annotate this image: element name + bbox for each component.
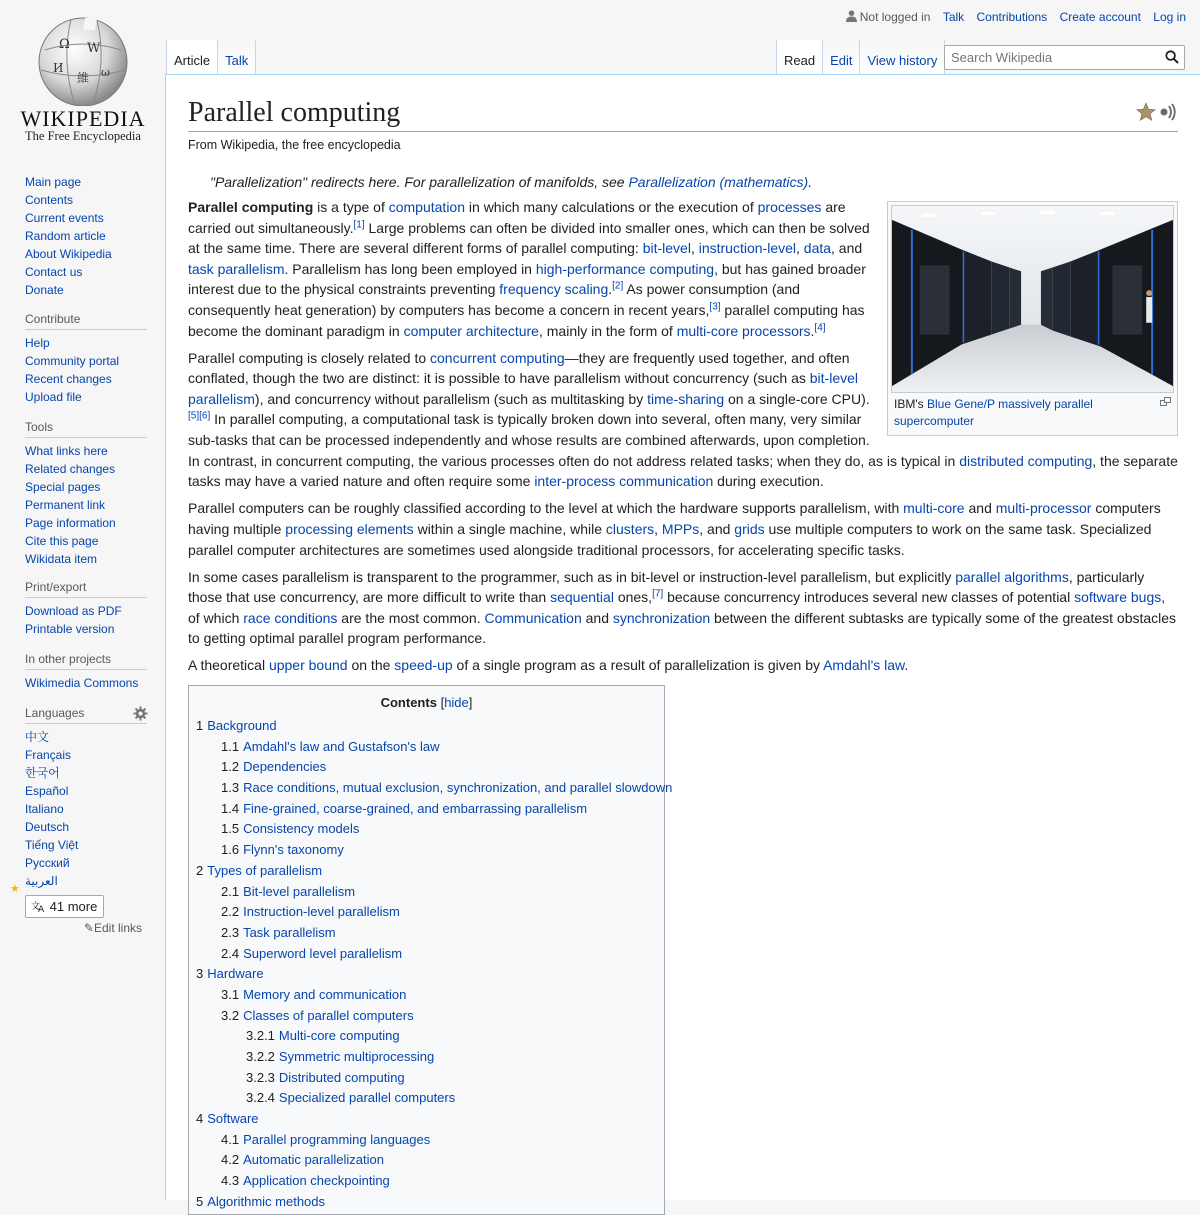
toc-number: 1 [196, 718, 204, 733]
link-computation[interactable]: computation [388, 199, 466, 215]
toc-item[interactable] [196, 1047, 657, 1068]
toc-item[interactable] [196, 1130, 657, 1151]
sidebar-heading-contribute: Contribute [25, 312, 147, 330]
toc-number: 1.6 [221, 842, 240, 858]
svg-text:維: 維 [77, 71, 90, 85]
text: —they are frequently used together, and often conflated, though the two are distinct: it is possible to have parallelism without concurrency (such as [188, 349, 850, 387]
link-frequency-scaling[interactable]: frequency scaling [499, 281, 609, 298]
toc-number: 4.3 [221, 1173, 240, 1189]
text: on the [347, 657, 395, 674]
svg-text:W: W [87, 41, 101, 56]
sidebar-item-permanent-link[interactable]: Permanent link [25, 498, 106, 512]
link-grids[interactable]: grids [734, 520, 765, 537]
paragraph-3 [188, 498, 1178, 560]
sidebar-item-contact[interactable]: Contact us [25, 265, 83, 279]
sidebar-item-random-article[interactable]: Random article [25, 229, 106, 243]
toc-link[interactable]: Fine-grained, coarse-grained, and embarrassing parallelism [243, 800, 588, 816]
link-instruction-level[interactable]: instruction-level [698, 240, 796, 257]
sidebar-item-page-information[interactable]: Page information [25, 516, 116, 530]
toc-item[interactable] [196, 799, 657, 820]
toc-link[interactable]: Background [207, 718, 277, 733]
more-languages-label: 41 more [49, 899, 98, 914]
toc-number: 1.4 [221, 800, 240, 816]
toc-number: 5 [196, 1193, 204, 1209]
link-distributed-computing[interactable]: distributed computing [959, 452, 1093, 469]
sidebar-tools [0, 420, 147, 568]
text: , and [831, 240, 863, 257]
citation-link[interactable]: [1] [353, 218, 365, 230]
search-input[interactable] [945, 46, 1155, 68]
sidebar-languages [0, 706, 166, 935]
toc-number: 2.3 [221, 924, 240, 940]
talk-link[interactable]: Talk [942, 10, 965, 24]
text: is a type of [313, 199, 389, 215]
link-speed-up[interactable]: speed-up [394, 657, 453, 674]
link-multi-core[interactable]: multi-core [903, 500, 965, 517]
sidebar-item-related-changes[interactable]: Related changes [25, 462, 116, 476]
toc-link[interactable]: Hardware [207, 966, 264, 982]
sidebar-item-upload-file[interactable]: Upload file [25, 390, 82, 404]
user-icon [846, 10, 857, 22]
hatnote [210, 174, 812, 190]
text: are the most common. [337, 609, 485, 626]
sidebar-item-wikimedia-commons[interactable]: Wikimedia Commons [25, 676, 139, 690]
text: , [690, 240, 699, 257]
toc-link[interactable]: Application checkpointing [243, 1173, 390, 1189]
sidebar-item-help[interactable]: Help [25, 336, 50, 350]
toc-item[interactable] [196, 902, 657, 923]
enlarge-icon[interactable] [1160, 397, 1171, 406]
featured-star-icon: ★ [10, 883, 20, 895]
lead-term: Parallel computing [188, 199, 314, 215]
text: Parallel computers can be roughly classified according to the level at which the hardware supports parallelism, with [188, 500, 904, 517]
toc-link[interactable]: Types of parallelism [207, 862, 323, 878]
language-link-ar[interactable]: العربية [25, 874, 58, 888]
sidebar-item-wikidata-item[interactable]: Wikidata item [25, 552, 98, 566]
sidebar-item-what-links-here[interactable]: What links here [25, 444, 108, 458]
toc-number: 2.4 [221, 945, 240, 961]
login-link[interactable]: Log in [1153, 10, 1186, 24]
text: , particularly those that use concurrency, are more difficult to write than [188, 568, 1145, 606]
text: . [904, 657, 909, 674]
toc-number: 3.2.4 [246, 1090, 275, 1106]
sidebar-print-export [0, 580, 147, 638]
link-race-conditions[interactable]: race conditions [243, 609, 338, 626]
pencil-icon: ✎ [83, 921, 94, 935]
content-area [165, 74, 1200, 1209]
translate-icon [31, 900, 46, 912]
sidebar-item-special-pages[interactable]: Special pages [25, 480, 101, 494]
text: in which many calculations or the execution of [465, 199, 758, 215]
svg-text:Ω: Ω [59, 37, 70, 52]
toc-item[interactable] [196, 985, 657, 1006]
citation-link[interactable]: [4] [814, 321, 826, 333]
toc-link[interactable]: Bit-level parallelism [243, 883, 356, 899]
article-body [188, 197, 1178, 683]
text: , [796, 240, 804, 257]
language-link-vi[interactable]: Tiếng Việt [25, 838, 79, 852]
text: within a single machine, while [413, 520, 606, 537]
link-communication[interactable]: Communication [484, 609, 582, 626]
wikipedia-wordmark: WIKIPEDIA [20, 106, 146, 131]
toc-link[interactable]: Task parallelism [243, 924, 336, 940]
link-software-bugs[interactable]: software bugs [1074, 589, 1162, 606]
sidebar-contribute [0, 312, 147, 406]
toc-number: 1.5 [221, 821, 240, 837]
toc-item[interactable] [196, 1068, 657, 1089]
toc-link[interactable]: Instruction-level parallelism [243, 904, 400, 920]
sidebar-item-recent-changes[interactable]: Recent changes [25, 372, 112, 386]
text: , of which [188, 589, 1166, 626]
sidebar-item-main-page[interactable]: Main page [25, 175, 82, 189]
toc-link[interactable]: Classes of parallel computers [243, 1007, 414, 1023]
link-processing-elements[interactable]: processing elements [285, 520, 414, 537]
text: during execution. [713, 473, 824, 490]
edit-links[interactable] [25, 921, 166, 935]
tab-read[interactable] [776, 40, 823, 74]
toc-link[interactable]: Flynn's taxonomy [243, 842, 344, 858]
link-processes[interactable]: processes [757, 199, 822, 215]
paragraph-5 [188, 655, 1178, 676]
language-link-zh[interactable]: 中文 [25, 730, 50, 744]
supercomputer-image[interactable] [891, 205, 1174, 393]
text: on a single-core CPU). [724, 390, 870, 407]
toc-number: 3.2 [221, 1007, 240, 1023]
text: ), and concurrency without parallelism (such as multitasking by [254, 390, 648, 407]
sidebar-item-about[interactable]: About Wikipedia [25, 247, 112, 261]
toc-number: 3.2.2 [246, 1049, 275, 1064]
text: . [810, 322, 815, 339]
toc-item[interactable] [196, 1150, 657, 1171]
language-link-ru[interactable]: Русский [25, 856, 70, 870]
good-article-star-icon[interactable] [1136, 102, 1156, 122]
thumbnail-figure [887, 201, 1178, 436]
search-box [944, 45, 1185, 70]
more-languages-button[interactable] [25, 895, 104, 918]
link-synchronization[interactable]: synchronization [612, 609, 711, 626]
text: As power consumption (and consequently heat generation) by computers has become a concern in recent years, [188, 281, 800, 318]
toc-hide-open: [ [440, 695, 445, 710]
sidebar-other-projects [0, 652, 147, 692]
sidebar-item-community-portal[interactable]: Community portal [25, 354, 120, 368]
caption-prefix: IBM's [894, 397, 927, 411]
puzzle-globe-icon [31, 12, 135, 106]
toc-item[interactable] [196, 737, 657, 758]
text: In some cases parallelism is transparent to the programmer, such as in bit-level or instruction-level parallelism, but explicitly [188, 568, 956, 585]
tab-talk[interactable] [218, 40, 256, 74]
sidebar-navigation [0, 173, 112, 299]
sidebar-heading-languages: Languages [25, 706, 147, 724]
text: Large problems can often be divided into smaller ones, which can then be solved at the same time. There are several different forms of parallel computing: [188, 219, 870, 257]
toc-item[interactable] [196, 1192, 657, 1213]
text: , but has gained broader interest due to the physical constraints preventing [188, 260, 866, 298]
hatnote-link[interactable]: Parallelization (mathematics) [628, 174, 809, 190]
toc-hide-button[interactable]: hide [444, 695, 469, 710]
citation-link[interactable]: [5] [188, 410, 200, 422]
language-link-fr[interactable]: Français [25, 748, 72, 762]
svg-text:文: 文 [31, 902, 41, 912]
toc-item[interactable] [196, 716, 657, 737]
toc-link[interactable]: Dependencies [243, 759, 327, 775]
view-tabs [776, 40, 945, 74]
link-parallel-algorithms[interactable]: parallel algorithms [955, 568, 1069, 585]
hatnote-end: . [808, 174, 813, 190]
create-account-link[interactable]: Create account [1059, 10, 1141, 24]
text: use multiple computers to work on the same task. Specialized parallel computer architectures are sometimes used alongside traditional processors, for accelerating specific tasks. [188, 520, 1152, 558]
link-mpps[interactable]: MPPs [661, 520, 700, 537]
toc-item[interactable] [196, 1109, 657, 1130]
toc-link[interactable]: Consistency models [243, 821, 360, 837]
tab-view-history[interactable] [860, 40, 945, 74]
toc-item[interactable] [196, 840, 657, 861]
toc-number: 4.2 [221, 1152, 240, 1168]
tab-article-label: Article [174, 53, 211, 68]
contributions-link[interactable]: Contributions [976, 10, 1048, 24]
sidebar-heading-print: Print/export [25, 580, 147, 598]
language-link-ko[interactable]: 한국어 [25, 766, 60, 780]
toc-link[interactable]: Symmetric multiprocessing [278, 1049, 435, 1064]
citation-link[interactable]: [2] [612, 280, 624, 292]
link-data[interactable]: data [803, 240, 832, 257]
toc-number: 1.3 [221, 780, 240, 796]
toc-number: 3.2.1 [246, 1028, 275, 1044]
link-task-parallelism[interactable]: task parallelism [188, 260, 285, 277]
toc-item[interactable] [196, 778, 673, 799]
text: computers having multiple [188, 500, 1161, 537]
toc-hide-close: ] [468, 695, 473, 710]
toc-item[interactable] [196, 819, 657, 840]
toc-link[interactable]: Distributed computing [278, 1069, 405, 1085]
toc-number: 3.1 [221, 986, 240, 1002]
tab-edit-label: Edit [830, 53, 853, 68]
toc-item[interactable] [196, 944, 657, 965]
toc-link[interactable]: Amdahl's law and Gustafson's law [243, 738, 440, 754]
link-upper-bound[interactable]: upper bound [268, 657, 348, 674]
svg-text:И: И [53, 61, 64, 75]
spoken-article-icon[interactable] [1159, 103, 1179, 121]
toc-link[interactable]: Race conditions, mutual exclusion, synchronization, and parallel slowdown [243, 780, 673, 796]
toc-item[interactable] [196, 757, 657, 778]
table-of-contents [188, 685, 673, 1215]
hatnote-text: "Parallelization" redirects here. For parallelization of manifolds, see [210, 174, 629, 190]
text: and [581, 609, 613, 626]
not-logged-in-text: Not logged in [859, 10, 931, 24]
link-bit-level[interactable]: bit-level [642, 240, 691, 257]
toc-number: 4.1 [221, 1131, 240, 1147]
site-subtitle: From Wikipedia, the free encyclopedia [188, 138, 401, 152]
text: because concurrency introduces several new classes of potential [663, 589, 1075, 606]
language-link-es[interactable]: Español [25, 784, 69, 798]
citation-link[interactable]: [6] [199, 410, 211, 422]
gear-icon[interactable] [133, 706, 148, 721]
text: , and [699, 520, 735, 537]
text: and [964, 500, 996, 517]
toc-item[interactable] [196, 964, 657, 985]
sidebar-item-contents[interactable]: Contents [25, 193, 74, 207]
text: A theoretical [188, 657, 269, 674]
text: , mainly in the form of [538, 322, 677, 339]
page-title: Parallel computing [188, 95, 1178, 132]
paragraph-4 [188, 567, 1178, 649]
sidebar-item-current-events[interactable]: Current events [25, 211, 104, 225]
toc-link[interactable]: Algorithmic methods [207, 1193, 326, 1209]
sidebar-item-download-pdf[interactable]: Download as PDF [25, 604, 122, 618]
toc-list [196, 716, 673, 1213]
sidebar-item-donate[interactable]: Donate [25, 283, 64, 297]
toc-link[interactable]: Parallel programming languages [243, 1131, 431, 1147]
personal-tools [846, 10, 1186, 24]
toc-link[interactable]: Software [207, 1111, 259, 1127]
toc-number: 1.1 [221, 738, 240, 754]
toc-number: 1.2 [221, 759, 240, 775]
toc-number: 2 [196, 862, 204, 878]
toc-item[interactable] [196, 923, 657, 944]
toc-link[interactable]: Multi-core computing [278, 1028, 400, 1044]
citation-link[interactable]: [7] [652, 588, 664, 600]
text: . Parallelism has long been employed in [284, 260, 536, 277]
sidebar-item-cite-this-page[interactable]: Cite this page [25, 534, 99, 548]
toc-number: 3.2.3 [246, 1069, 275, 1085]
namespace-tabs [166, 40, 256, 74]
text: , [654, 520, 662, 537]
link-concurrent-computing[interactable]: concurrent computing [430, 349, 565, 366]
tab-edit[interactable] [823, 40, 860, 74]
link-amdahls-law[interactable]: Amdahl's law [823, 657, 905, 674]
toc-link[interactable]: Automatic parallelization [243, 1152, 384, 1168]
link-bit-level-parallelism[interactable]: bit-level parallelism [188, 370, 859, 407]
text: ones, [613, 589, 653, 606]
toc-number: 2.1 [221, 883, 240, 899]
link-hpc[interactable]: high-performance computing [535, 260, 715, 277]
toc-item[interactable] [196, 1088, 657, 1109]
link-time-sharing[interactable]: time-sharing [647, 390, 725, 407]
wikipedia-tagline: The Free Encyclopedia [25, 129, 141, 143]
text: between the different subtasks are typically some of the greatest obstacles to getting optimal parallel program performance. [188, 609, 1177, 647]
toc-item[interactable] [196, 1171, 657, 1192]
link-ipc[interactable]: inter-process communication [534, 473, 714, 490]
toc-link[interactable]: Memory and communication [243, 986, 407, 1002]
text: parallel computing has become the dominant paradigm in [188, 301, 865, 339]
link-multi-core-processors[interactable]: multi-core processors [676, 322, 811, 339]
toc-title: Contents [380, 695, 437, 710]
tab-article[interactable] [166, 40, 218, 74]
text: are carried out simultaneously. [188, 199, 846, 236]
sidebar-heading-tools: Tools [25, 420, 147, 438]
link-computer-architecture[interactable]: computer architecture [403, 322, 539, 339]
text: In parallel computing, a computational task is typically broken down into several, often many, very similar sub-tasks that can be processed independently and whose results are combined afterwards, upon completion. In contrast, in concurrent computing, the various processes often do not address related tasks; when they do, as is typical in [188, 411, 960, 469]
toc-link[interactable]: Specialized parallel computers [278, 1090, 456, 1106]
toc-number: 2.2 [221, 904, 240, 920]
language-link-it[interactable]: Italiano [25, 802, 64, 816]
toc-number: 3 [196, 966, 204, 982]
sidebar-heading-projects: In other projects [25, 652, 147, 670]
edit-links-label: Edit links [93, 921, 142, 935]
text: , the separate tasks may have a varied nature and often require some [188, 452, 1178, 490]
caption-link[interactable]: Blue Gene/P massively parallel supercomputer [894, 397, 1093, 428]
tab-talk-label: Talk [225, 53, 249, 68]
language-link-de[interactable]: Deutsch [25, 820, 70, 834]
text: Parallel computing is closely related to [188, 349, 431, 366]
link-multi-processor[interactable]: multi-processor [995, 500, 1092, 517]
link-sequential[interactable]: sequential [550, 589, 614, 606]
toc-number: 4 [196, 1111, 204, 1127]
wikipedia-logo[interactable] [0, 0, 166, 160]
citation-link[interactable]: [3] [709, 301, 721, 313]
sidebar-item-printable-version[interactable]: Printable version [25, 622, 115, 636]
text: . [608, 281, 613, 298]
svg-text:ω: ω [101, 66, 110, 79]
tab-read-label: Read [784, 53, 816, 68]
link-clusters[interactable]: clusters [605, 520, 655, 537]
toc-title-row [196, 695, 657, 710]
toc-item[interactable] [196, 882, 657, 903]
toc-item[interactable] [196, 1026, 657, 1047]
toc-item[interactable] [196, 1006, 657, 1027]
text: of a single program as a result of parallelization is given by [452, 657, 824, 674]
svg-text:A: A [38, 905, 45, 912]
thumbnail-caption [891, 393, 1174, 432]
tab-history-label: View history [867, 53, 938, 68]
toc-item[interactable] [196, 861, 657, 882]
search-icon[interactable] [1165, 50, 1179, 64]
toc-link[interactable]: Superword level parallelism [243, 945, 403, 961]
